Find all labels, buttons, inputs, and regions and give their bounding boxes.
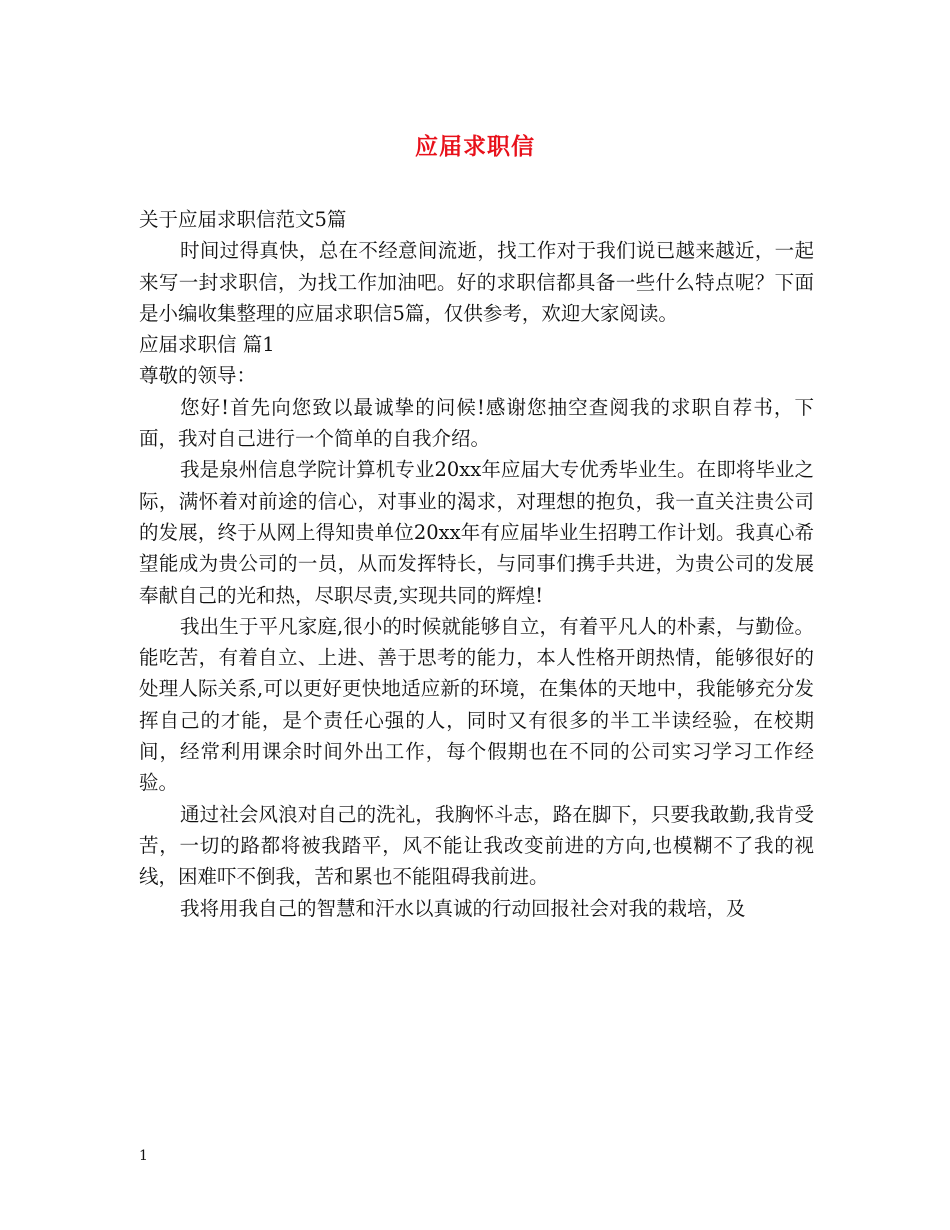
body-paragraph: 我将用我自己的智慧和汗水以真诚的行动回报社会对我的栽培，及	[180, 896, 746, 920]
page-number: 1	[139, 1148, 148, 1164]
body-paragraph: 通过社会风浪对自己的洗礼，我胸怀斗志，路在脚下，只要我敢勤,我肯受苦，一切的路都将被我踏平，风不能让我改变前进的方向,也模糊不了我的视线，困难吓不倒我，苦和累也不能阻碍我前进。	[139, 802, 814, 889]
document-subtitle: 关于应届求职信范文5篇	[139, 208, 347, 231]
body-paragraph: 我出生于平凡家庭,很小的时候就能够自立，有着平凡人的朴素，与勤俭。能吃苦，有着自立、上进、善于思考的能力，本人性格开朗热情，能够很好的处理人际关系,可以更好更快地适应新的环境，在集体的天地中，我能够充分发挥自己的才能，是个责任心强的人，同时又有很多的半工半读经验，在校期间，经常利用课余时间外出工作，每个假期也在不同的公司实习学习工作经验。	[139, 614, 814, 795]
body-paragraph: 我是泉州信息学院计算机专业20xx年应届大专优秀毕业生。在即将毕业之际，满怀着对前途的信心，对事业的渴求，对理想的抱负，我一直关注贵公司的发展，终于从网上得知贵单位20xx年有应届毕业生招聘工作计划。我真心希望能成为贵公司的一员，从而发挥特长，与同事们携手共进，为贵公司的发展奉献自己的光和热，尽职尽责,实现共同的辉煌!	[139, 458, 814, 607]
document-body	[139, 204, 814, 924]
intro-paragraph: 时间过得真快，总在不经意间流逝，找工作对于我们说已越来越近，一起来写一封求职信，为找工作加油吧。好的求职信都具备一些什么特点呢？下面是小编收集整理的应届求职信5篇，仅供参考，欢迎大家阅读。	[139, 239, 814, 325]
body-paragraph: 您好!首先向您致以最诚挚的问候!感谢您抽空查阅我的求职自荐书，下面，我对自己进行一个简单的自我介绍。	[139, 395, 814, 451]
document-title: 应届求职信	[415, 133, 535, 160]
salutation: 尊敬的领导：	[139, 364, 257, 388]
section-heading: 应届求职信 篇1	[139, 333, 275, 357]
